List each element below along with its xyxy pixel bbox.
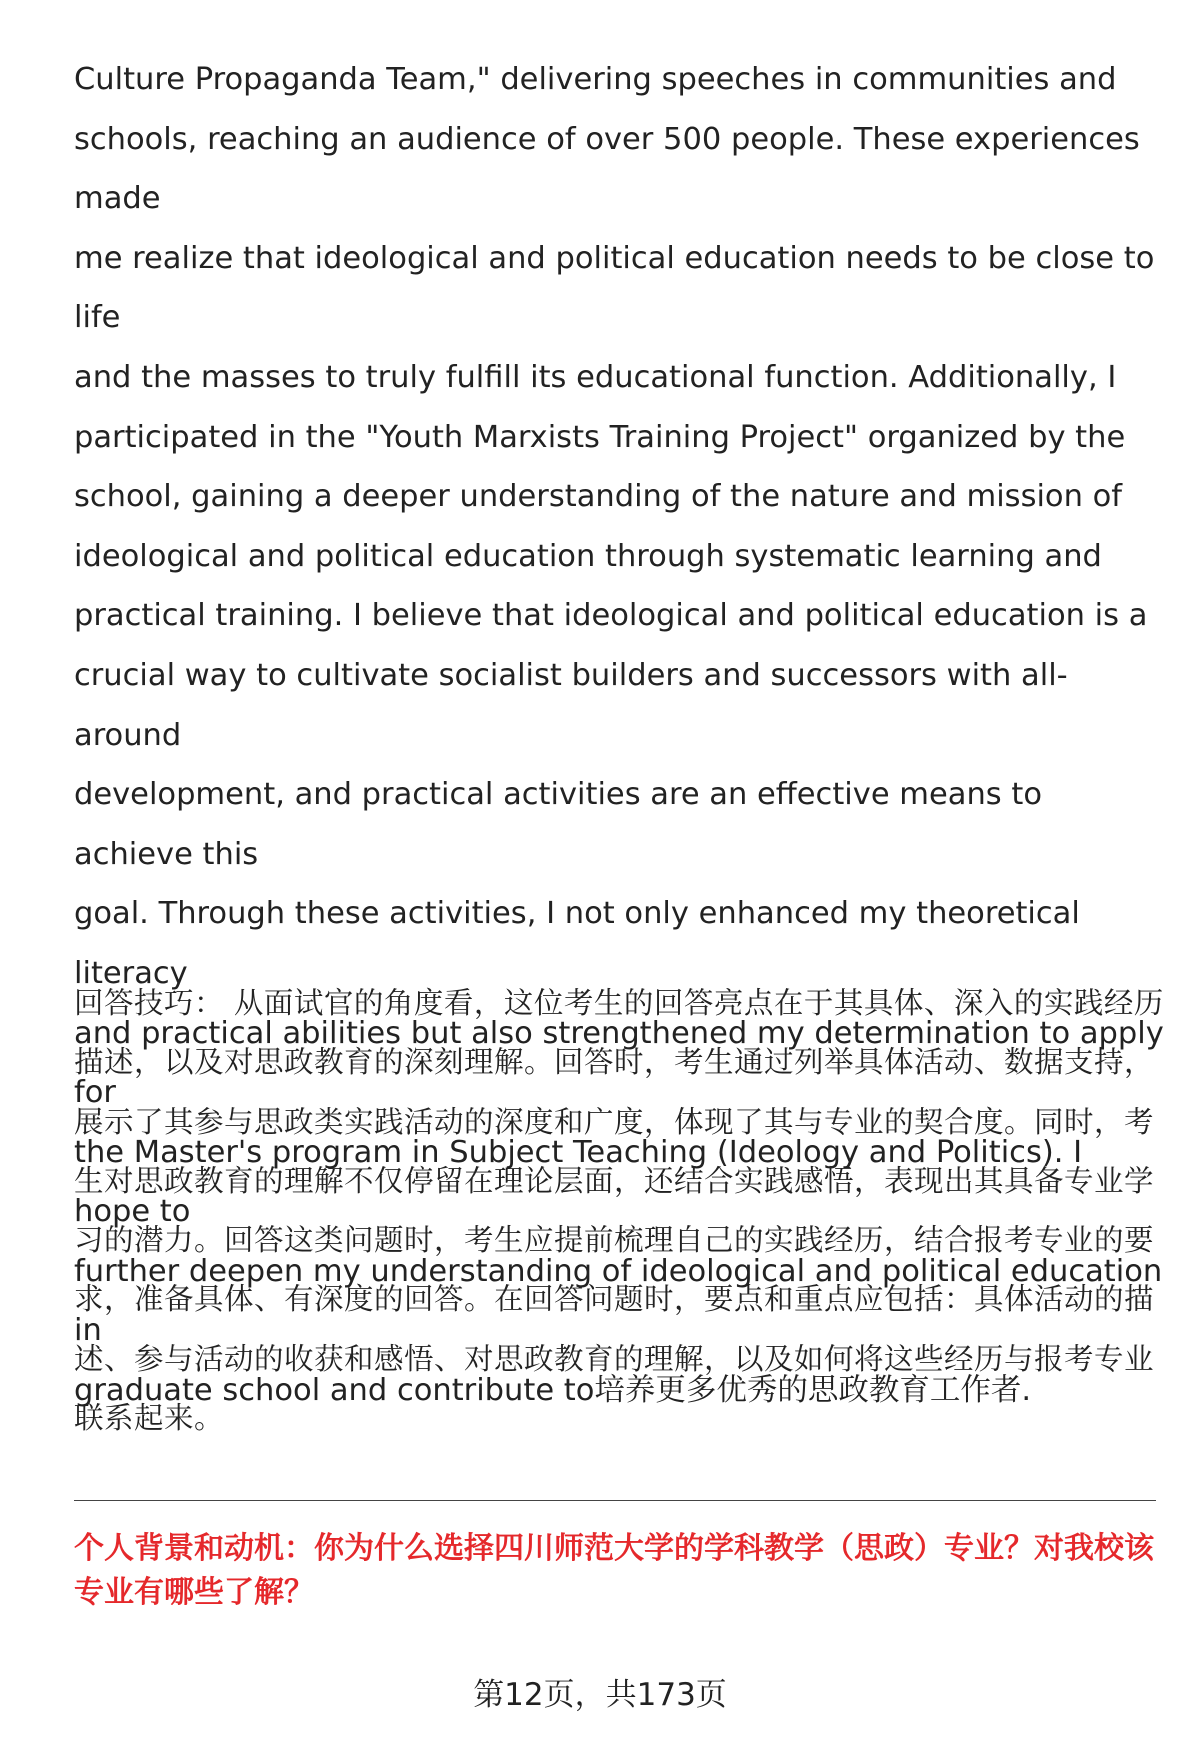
tips-label: 回答技巧： (74, 986, 225, 1020)
question-heading: 个人背景和动机：你为什么选择四川师范大学的学科教学（思政）专业？对我校该专业有哪些了解？ (74, 1531, 1154, 1610)
tips-body: 从面试官的角度看，这位考生的回答亮点在于其具体、深入的实践经历描述，以及对思政教育的深刻理解。回答时，考生通过列举具体活动、数据支持，展示了其参与思政类实践活动的深度和广度，体现了其与专业的契合度。同时，考生对思政教育的理解不仅停留在理论层面，还结合实践感悟，表现出其具备专业学习的潜力。回答这类问题时，考生应提前梳理自己的实践经历，结合报考专业的要求，准备具体、有深度的回答。在回答问题时，要点和重点应包括：具体活动的描述、参与活动的收获和感悟、对思政教育的理解，以及如何将这些经历与报考专业联系起来。 (74, 986, 1164, 1436)
section-divider (74, 1500, 1156, 1501)
page-number-footer: 第12页，共173页 (473, 1677, 727, 1713)
answer-paragraph: Culture Propaganda Team," delivering speeches in communities and schools, reaching an audience of over 500 people. These experiences made me realize that ideological and political education needs to be close to life and the masses to truly fulfill its educational function. Additionally, I participated in the "Youth Marxists Training Project" organized by the school, gaining a deeper understanding of the nature and mission of ideological and political education through systematic learning and practical training. I believe that ideological and political education is a crucial way to cultivate socialist builders and successors with all-around development, and practical activities are an effective means to achieve this goal. Through these activities, I not only enhanced my theoretical literacy and practical abilities but also strengthened my determination to apply for the Master's program in Subject Teaching (Ideology and Politics). I hope to further deepen my understanding of ideological and political education in graduate school and contribute to培养更多优秀的思政教育工作者. (74, 62, 1164, 1409)
tips-paragraph (74, 974, 1166, 1448)
